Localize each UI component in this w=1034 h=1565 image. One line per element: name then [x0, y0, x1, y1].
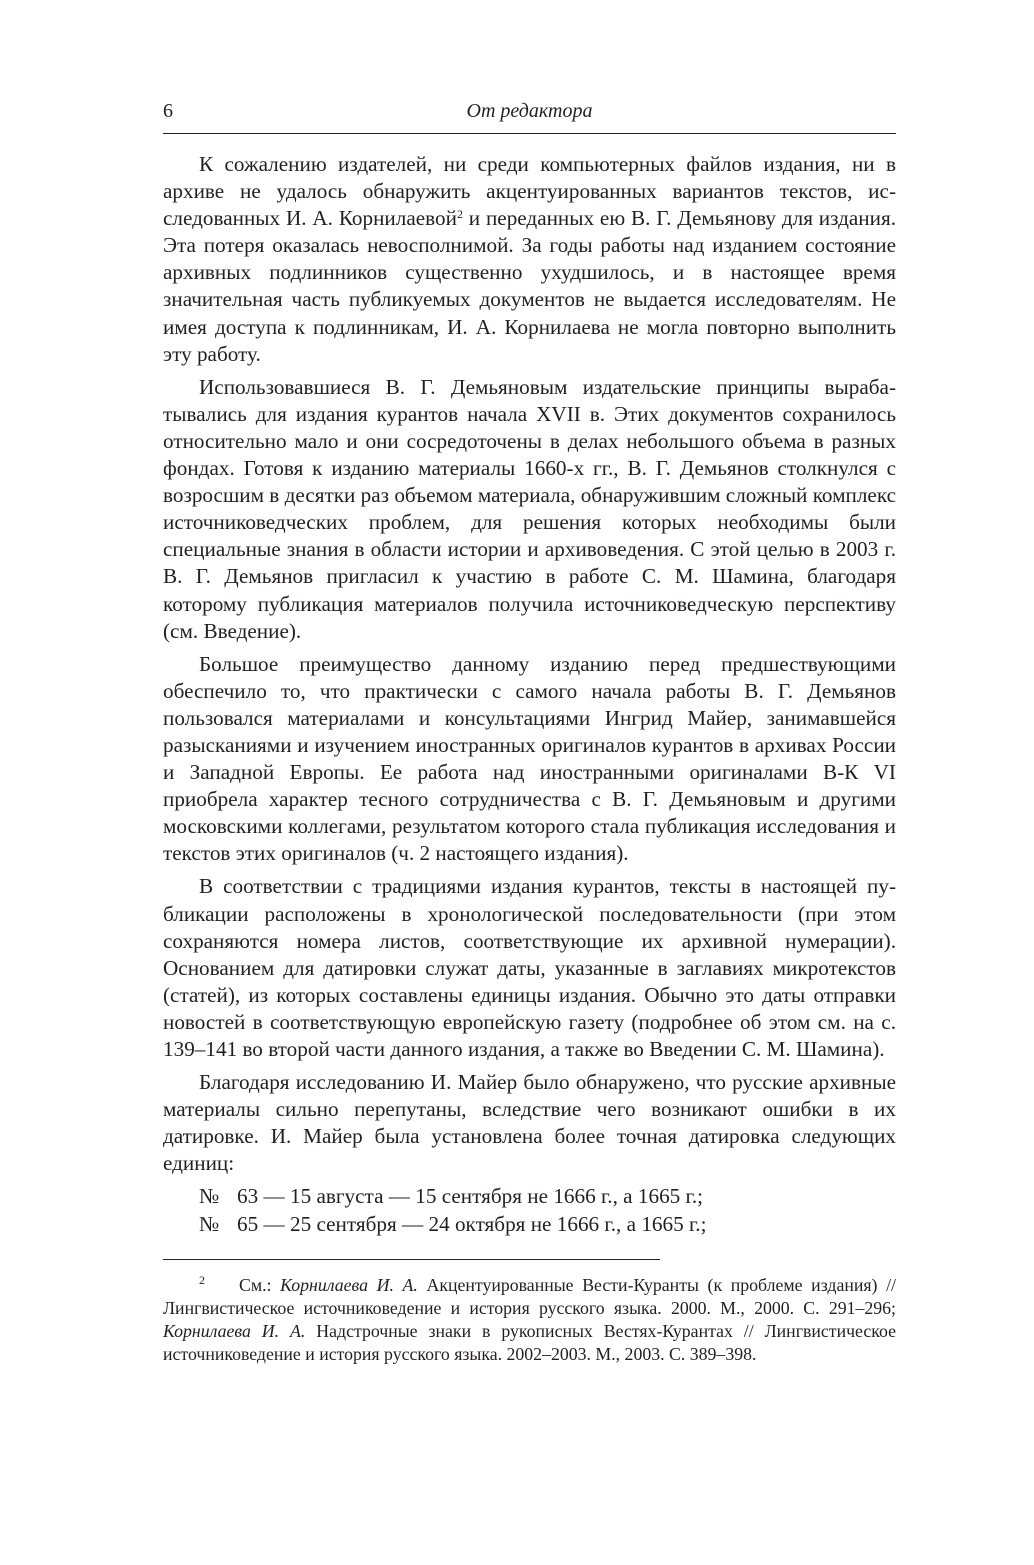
- footnote: 2 См.: Корнилаева И. А. Акцентуированные Вести-Куранты (к проблеме издания) // Лингвистическое источниковедение и история русского языка. 2000. М., 2000. С. 291–296; Корнилаева И. А. Надстрочные знаки в рукописных Вестях-Курантах // Лингвистическое источниковедение и история русского языка. 2002–2003. М., 2003. С. 389–398.: [163, 1272, 896, 1365]
- body-text: [163, 151, 896, 1238]
- paragraph-1-text-start: К сожалению издателей, ни среди компьютерных файлов издания, ни в архиве не удалось обнаружить акцентуированных вариантов текстов, исследованных И. А. Корнилаевой: [163, 152, 896, 231]
- paragraph-1: [163, 151, 896, 368]
- running-head: [163, 0, 896, 134]
- list-item: [163, 1211, 896, 1238]
- paragraph-3: Большое преимущество данному изданию перед предшествующими обеспечило то, что практически с самого начала работы В. Г. Демьянов пользовался материалами и консультациями Ингрид Майер, занимавшейся разысканиями и изучением иностранных оригиналов курантов в архивах России и Западной Европы. Ее работа над иностранными оригиналами В-К VI приобрела характер тесного сотрудничества с В. Г. Демьяновым и другими московскими коллегами, результатом которого стала публикация исследования и текстов этих оригиналов (ч. 2 настоящего издания).: [163, 651, 896, 866]
- list-item-text: 63 — 15 августа — 15 сентября не 1666 г., а 1665 г.;: [237, 1184, 704, 1209]
- footnote-lead: См.:: [239, 1274, 281, 1295]
- footnote-author-2: Корнилаева И. А.: [163, 1321, 306, 1342]
- footnote-text-2: Надстрочные знаки в рукописных Вестях-Курантах // Лингвистическое источниковедение и история русского языка. 2002–2003. М., 2003. С. 389–398.: [163, 1321, 896, 1365]
- footnote-text-1: Акцентуированные Вести-Куранты (к проблеме издания) // Лингвистическое источниковедение и история русского языка. 2000. М., 2000. С. 291–296;: [163, 1274, 896, 1318]
- footnote-divider: [163, 1259, 660, 1260]
- list-item: [163, 1183, 896, 1210]
- footnote-ref: 2: [456, 207, 463, 222]
- paragraph-4: В соответствии с традициями издания курантов, тексты в настоящей публикации расположены в хронологической последовательности (при этом сохраняются номера листов, соответствующие их архивной нумерации). Основанием для датировки служат даты, указанные в заглавиях микротекстов (статей), из которых составлены единицы издания. Обычно это даты отправки новостей в соответствующую европейскую газету (подробнее об этом см. на с. 139–141 во второй части данного издания, а также во Введении С. М. Шамина).: [163, 874, 896, 1061]
- book-page: [163, 0, 896, 1366]
- paragraph-5: Благодаря исследованию И. Майер было обнаружено, что русские архивные материалы сильно перепутаны, вследствие чего возникают ошибки в их датировке. И. Майер была установлена более точная датировка следующих единиц:: [163, 1070, 896, 1176]
- paragraph-1-text-end: и переданных ею В. Г. Демьянову для издания. Эта потеря оказалась невосполнимой. За годы работы над изданием состояние архивных подлинников существенно ухудшилось, и в настоящее время значительная часть публикуемых документов не выдается исследователям. Не имея доступа к подлинникам, И. А. Корнилаева не могла повторно выполнить эту работу.: [163, 206, 897, 366]
- footnote-author-1: Корнилаева И. А.: [280, 1274, 418, 1295]
- running-title: От редактора: [466, 100, 593, 122]
- paragraph-2: Использовавшиеся В. Г. Демьяновым издательские принципы вырабатывались для издания курантов начала XVII в. Этих документов сохранилось относительно мало и они сосредоточены в делах небольшого объема в разных фондах. Готовя к изданию материалы 1660-х гг., В. Г. Демьянов столкнулся с возросшим в десятки раз объемом материала, обнаружившим сложный комплекс источниковедческих проблем, для решения которых необходимы были специальные знания в области истории и архивоведения. С этой целью в 2003 г. В. Г. Демьянов пригласил к участию в работе С. М. Шамина, благодаря которому публикация материалов получила источниковедческую перспективу (см. Введение).: [163, 374, 896, 643]
- number-sign: №: [199, 1184, 220, 1209]
- list-item-text: 65 — 25 сентября — 24 октября не 1666 г., а 1665 г.;: [237, 1211, 707, 1236]
- number-sign: №: [199, 1211, 220, 1236]
- page-number: 6: [163, 100, 173, 122]
